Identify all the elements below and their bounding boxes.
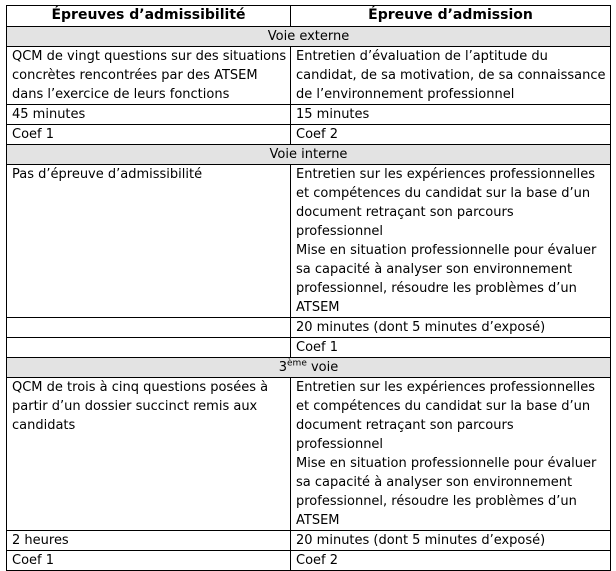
troisieme-right-desc [291, 378, 611, 531]
header-admissibilite: Épreuves d’admissibilité [7, 6, 291, 27]
text-line: sa capacité à analyser son environnement [296, 475, 573, 490]
table-row [7, 47, 611, 105]
text-line: candidats [12, 418, 76, 433]
troisieme-left-desc [7, 378, 291, 531]
externe-left-desc [7, 47, 291, 105]
text-line: dans l’exercice de leurs fonctions [12, 87, 230, 102]
troisieme-left-duration: 2 heures [7, 531, 291, 551]
section-title-interne: Voie interne [7, 145, 611, 165]
text-line: professionnel, résoudre les problèmes d’un [296, 494, 577, 509]
interne-left-desc: Pas d’épreuve d’admissibilité [7, 165, 291, 318]
text-line: et compétences du candidat sur la base d’un [296, 186, 591, 201]
text-line: document retraçant son parcours [296, 418, 514, 433]
section-title-superscript: ème [287, 358, 307, 369]
section-title-number: 3 [278, 360, 288, 375]
text-line: professionnel [296, 224, 384, 239]
section-row-externe [7, 27, 611, 47]
externe-right-coef: Coef 2 [291, 125, 611, 145]
text-line: ATSEM [296, 513, 340, 528]
text-line: Entretien sur les expériences professionnelles [296, 167, 596, 182]
exam-table [6, 5, 611, 571]
section-title-rest: voie [306, 360, 339, 375]
text-line: professionnel, résoudre les problèmes d’un [296, 281, 577, 296]
table-row [7, 551, 611, 571]
text-line: document retraçant son parcours [296, 205, 514, 220]
text-line: ATSEM [296, 300, 340, 315]
table-row [7, 165, 611, 318]
section-row-interne [7, 145, 611, 165]
text-line: Entretien sur les expériences professionnelles [296, 380, 596, 395]
interne-right-desc [291, 165, 611, 318]
interne-right-coef: Coef 1 [291, 338, 611, 358]
header-row [7, 6, 611, 27]
text-line: QCM de trois à cinq questions posées à [12, 380, 269, 395]
text-line: Mise en situation professionnelle pour évaluer [296, 243, 597, 258]
section-title-troisieme [7, 358, 611, 378]
text-line: de l’environnement professionnel [296, 87, 515, 102]
externe-left-coef: Coef 1 [7, 125, 291, 145]
section-row-troisieme [7, 358, 611, 378]
externe-right-desc [291, 47, 611, 105]
header-admission: Épreuve d’admission [291, 6, 611, 27]
externe-left-duration: 45 minutes [7, 105, 291, 125]
interne-left-duration-empty [7, 318, 291, 338]
table-row [7, 105, 611, 125]
text-line: candidat, de sa motivation, de sa connaissance [296, 68, 606, 83]
table-row [7, 338, 611, 358]
troisieme-right-coef: Coef 2 [291, 551, 611, 571]
text-line: QCM de vingt questions sur des situations [12, 49, 287, 64]
text-line: Entretien d’évaluation de l’aptitude du [296, 49, 548, 64]
table-row [7, 125, 611, 145]
text-line: partir d’un dossier succinct remis aux [12, 399, 258, 414]
text-line: Mise en situation professionnelle pour évaluer [296, 456, 597, 471]
text-line: et compétences du candidat sur la base d’un [296, 399, 591, 414]
text-line: professionnel [296, 437, 384, 452]
troisieme-right-duration: 20 minutes (dont 5 minutes d’exposé) [291, 531, 611, 551]
table-row [7, 378, 611, 531]
table-row [7, 531, 611, 551]
troisieme-left-coef: Coef 1 [7, 551, 291, 571]
interne-left-coef-empty [7, 338, 291, 358]
interne-right-duration: 20 minutes (dont 5 minutes d’exposé) [291, 318, 611, 338]
externe-right-duration: 15 minutes [291, 105, 611, 125]
text-line: sa capacité à analyser son environnement [296, 262, 573, 277]
text-line: concrètes rencontrées par des ATSEM [12, 68, 258, 83]
section-title-externe: Voie externe [7, 27, 611, 47]
table-row [7, 318, 611, 338]
